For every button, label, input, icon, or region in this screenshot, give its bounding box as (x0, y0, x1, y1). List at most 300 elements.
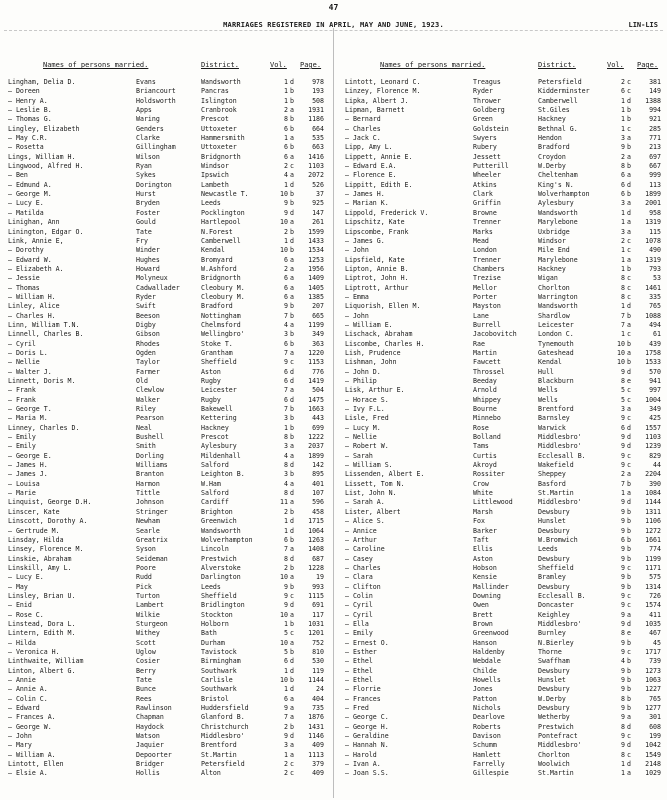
entry-name: — Frank (8, 386, 36, 395)
entry-page: 1277 (645, 704, 661, 713)
entry-volume-letter: d (290, 395, 294, 404)
entry-spouse-surname: Ryder (473, 87, 493, 96)
entry-page: 404 (312, 694, 324, 703)
entry-spouse-surname: Gillespie (473, 769, 509, 778)
entry-volume: 10 (280, 246, 288, 255)
entry-district: Dewsbury (538, 582, 570, 591)
entry-volume-letter: c (290, 162, 294, 171)
entry-volume-letter: a (290, 694, 294, 703)
register-entry (8, 284, 328, 293)
register-entry (8, 573, 328, 582)
entry-page: 765 (649, 694, 661, 703)
register-entry (8, 218, 328, 227)
entry-page: 1314 (645, 582, 661, 591)
entry-spouse-surname: Jessett (473, 152, 501, 161)
entry-name: — Walter J. (8, 367, 52, 376)
entry-page: 1419 (308, 377, 324, 385)
entry-volume-letter: c (627, 563, 631, 572)
entry-volume: 9 (621, 498, 625, 507)
entry-volume: 2 (284, 227, 288, 236)
entry-volume: 6 (284, 377, 288, 385)
entry-spouse-surname: Owen (473, 601, 489, 610)
entry-volume-letter: c (627, 647, 631, 656)
entry-page: 335 (649, 292, 661, 301)
entry-name: Linsley, Brian U. (8, 591, 76, 600)
entry-volume-letter: a (290, 171, 294, 180)
entry-spouse-surname: Dorling (136, 451, 164, 460)
entry-volume: 6 (284, 367, 288, 376)
entry-volume-letter: a (627, 152, 631, 161)
register-entry (345, 134, 665, 143)
entry-district: Leeds (201, 582, 221, 591)
entry-spouse-surname: Fawcett (473, 358, 501, 367)
entry-spouse-surname: Rawlinson (136, 704, 172, 713)
entry-volume: 9 (284, 704, 288, 713)
entry-district: Cheltenham (538, 171, 578, 180)
entry-name: Lingley, Elizabeth (8, 124, 80, 133)
entry-spouse-surname: Gibson (136, 330, 160, 339)
entry-volume: 6 (284, 124, 288, 133)
entry-volume: 4 (284, 479, 288, 488)
entry-spouse-surname: Littlewood (473, 498, 513, 507)
entry-district: Wells (538, 395, 558, 404)
entry-name: — Elsie A. (8, 769, 48, 778)
entry-name: Linnell, Charles B. (8, 330, 84, 339)
register-entry (345, 685, 665, 694)
entry-volume: 9 (284, 199, 288, 208)
entry-spouse-surname: Rose (473, 423, 489, 432)
register-entry (8, 536, 328, 545)
entry-page: 608 (649, 722, 661, 731)
entry-page: 1319 (645, 255, 661, 264)
entry-district: Kidderminster (538, 87, 590, 96)
header-district: District. (201, 61, 239, 69)
entry-name: Lippett, Annie E. (345, 152, 413, 161)
entry-volume: 1 (621, 96, 625, 105)
register-entry (8, 87, 328, 96)
entry-district: Woolwich (538, 760, 570, 769)
entry-volume: 10 (280, 610, 288, 619)
entry-volume-letter: d (290, 489, 294, 498)
entry-volume: 8 (621, 292, 625, 301)
entry-spouse-surname: Hamlett (473, 750, 501, 759)
register-entry (8, 489, 328, 498)
entry-name: Lipschitz, Kate (345, 218, 405, 227)
entry-volume-letter: b (627, 479, 631, 488)
header-page: Page. (300, 61, 322, 69)
entry-name: — Annie (8, 676, 36, 684)
entry-page: 735 (312, 704, 324, 713)
entry-volume-letter: d (290, 236, 294, 245)
entry-page: 1113 (308, 750, 324, 759)
entry-page: 2001 (645, 199, 661, 208)
entry-district: Middlesbro' (538, 741, 582, 750)
entry-volume-letter: a (290, 750, 294, 759)
register-entry (345, 751, 665, 760)
entry-district: Cleobury M. (201, 292, 245, 301)
entry-volume-letter: a (290, 320, 294, 329)
entry-page: 1311 (645, 507, 661, 516)
entry-district: Camberwell (538, 96, 578, 105)
register-entry (8, 760, 328, 769)
register-entry (8, 97, 328, 106)
entry-page: 921 (649, 115, 661, 124)
entry-name: — Emma (345, 292, 369, 301)
entry-volume: 9 (284, 601, 288, 610)
register-entry (345, 573, 665, 582)
entry-volume-letter: a (290, 134, 294, 143)
entry-volume-letter: b (627, 106, 631, 115)
entry-name: — Annie A. (8, 685, 48, 694)
entry-spouse-surname: Old (136, 377, 148, 385)
entry-volume-letter: b (627, 507, 631, 516)
entry-volume-letter: d (290, 685, 294, 694)
entry-volume-letter: c (290, 358, 294, 367)
entry-page: 45 (653, 638, 661, 647)
entry-page: 925 (312, 199, 324, 208)
entry-volume: 8 (284, 115, 288, 124)
entry-volume-letter: a (627, 199, 631, 208)
register-entry (8, 470, 328, 479)
entry-volume-letter: c (627, 283, 631, 292)
entry-volume-letter: a (290, 274, 294, 283)
register-entry (8, 713, 328, 722)
entry-volume: 10 (617, 339, 625, 348)
entry-volume-letter: c (627, 78, 631, 86)
entry-spouse-surname: Hobson (473, 563, 497, 572)
register-entry (345, 629, 665, 638)
entry-name: — George T. (8, 405, 52, 414)
register-entry (8, 704, 328, 713)
entry-page: 667 (649, 162, 661, 171)
entry-page: 490 (649, 246, 661, 255)
entry-district: Tavistock (201, 647, 237, 656)
entry-volume: 1 (621, 246, 625, 255)
register-entry (8, 312, 328, 321)
entry-page: 994 (649, 106, 661, 115)
entry-volume: 9 (621, 367, 625, 376)
entry-page: 285 (649, 124, 661, 133)
entry-spouse-surname: Harmon (136, 479, 160, 488)
entry-volume-letter: d (290, 78, 294, 86)
entry-spouse-surname: Patton (473, 694, 497, 703)
entry-name: Lingham, Delia D. (8, 78, 76, 86)
page-title: MARRIAGES REGISTERED IN APRIL, MAY AND JUNE, 1923. (223, 21, 444, 29)
entry-page: 1956 (308, 264, 324, 273)
entry-volume: 9 (621, 563, 625, 572)
entry-volume-letter: a (627, 255, 631, 264)
entry-page: 147 (312, 208, 324, 217)
entry-spouse-surname: Rhodes (136, 339, 160, 348)
entry-name: Linnett, Doris M. (8, 377, 76, 385)
register-entry (345, 237, 665, 246)
register-entry (8, 611, 328, 620)
entry-volume-letter: b (627, 311, 631, 320)
entry-page: 958 (649, 208, 661, 217)
entry-district: Ecclesall B. (538, 591, 586, 600)
entry-volume-letter: a (290, 573, 294, 582)
entry-name: Linthwaite, William (8, 657, 84, 666)
entry-name: — James H. (345, 190, 385, 199)
entry-district: Petersfield (538, 78, 582, 86)
register-entry (8, 564, 328, 573)
entry-volume-letter: b (290, 676, 294, 684)
entry-name: — Veronica H. (8, 647, 60, 656)
entry-volume: 2 (284, 507, 288, 516)
entry-name: Linsey, Florence M. (8, 545, 84, 554)
entry-volume: 1 (621, 302, 625, 311)
entry-page: 44 (653, 461, 661, 470)
register-entry (345, 470, 665, 479)
entry-volume-letter: a (627, 610, 631, 619)
entry-district: Lambeth (201, 180, 229, 189)
entry-volume: 8 (621, 283, 625, 292)
entry-volume: 1 (621, 760, 625, 769)
register-entry (345, 256, 665, 265)
entry-spouse-surname: Withey (136, 629, 160, 638)
register-entry (8, 442, 328, 451)
entry-page: 1144 (645, 498, 661, 507)
entry-spouse-surname: Mayston (473, 302, 501, 311)
entry-name: Linsday, Hilda (8, 535, 64, 544)
entry-district: Bridlington (201, 601, 245, 610)
entry-name: — George E. (8, 451, 52, 460)
entry-volume-letter: b (627, 526, 631, 535)
entry-spouse-surname: Smith (136, 442, 156, 451)
register-entry (345, 302, 665, 311)
entry-spouse-surname: Whippey (473, 395, 501, 404)
entry-volume: 9 (621, 601, 625, 610)
entry-name: — Ernest O. (345, 638, 389, 647)
register-entry (345, 489, 665, 498)
entry-page: 771 (649, 134, 661, 143)
entry-volume: 5 (621, 386, 625, 395)
register-entry (345, 97, 665, 106)
entry-page: 1042 (645, 741, 661, 750)
register-entry (345, 442, 665, 451)
entry-spouse-surname: Stringer (136, 507, 168, 516)
entry-page: 1253 (308, 255, 324, 264)
register-entry (345, 667, 665, 676)
entry-district: Wells (538, 386, 558, 395)
entry-page: 1899 (645, 190, 661, 199)
entry-district: Doncaster (538, 601, 574, 610)
entry-page: 207 (312, 302, 324, 311)
entry-page: 261 (312, 218, 324, 227)
entry-volume-letter: a (627, 218, 631, 227)
register-entry (345, 265, 665, 274)
entry-page: 1899 (308, 451, 324, 460)
entry-spouse-surname: Tittle (136, 489, 160, 498)
entry-name: — Thomas (8, 283, 40, 292)
entry-name: — George C. (345, 713, 389, 722)
entry-name: — Frances A. (8, 713, 56, 722)
entry-page: 149 (649, 87, 661, 96)
entry-spouse-surname: Swift (136, 302, 156, 311)
entry-volume-letter: b (627, 162, 631, 171)
entry-name: — Doris L. (8, 348, 48, 357)
entry-spouse-surname: Bourne (473, 405, 497, 414)
register-entry (8, 162, 328, 171)
register-entry (8, 377, 328, 386)
entry-volume: 3 (621, 405, 625, 414)
entry-name: Liscombe, Charles H. (345, 339, 425, 348)
entry-name: Lingwood, Alfred H. (8, 162, 84, 171)
entry-volume: 1 (621, 769, 625, 778)
entry-district: King's N. (538, 180, 574, 189)
register-entry (8, 592, 328, 601)
entry-volume-letter: c (627, 386, 631, 395)
entry-volume-letter: a (290, 610, 294, 619)
entry-spouse-surname: Kensie (473, 573, 497, 582)
entry-volume: 1 (284, 666, 288, 675)
entry-name: Lintott, Leonard C. (345, 78, 421, 86)
entry-spouse-surname: Lane (473, 311, 489, 320)
entry-name: — Esther (345, 647, 377, 656)
entry-volume: 7 (621, 479, 625, 488)
register-entry (345, 620, 665, 629)
entry-district: Nottingham (201, 311, 241, 320)
entry-volume-letter: b (290, 535, 294, 544)
entry-spouse-surname: Fox (473, 517, 485, 526)
register-entry (345, 517, 665, 526)
register-entry (8, 741, 328, 750)
entry-volume: 8 (621, 162, 625, 171)
entry-spouse-surname: Brett (473, 610, 493, 619)
entry-name: — Geraldine (345, 732, 389, 741)
entry-district: Hartlepool (201, 218, 241, 227)
entry-page: 978 (312, 78, 324, 86)
register-entry (8, 125, 328, 134)
entry-district: Aylesbury (201, 442, 237, 451)
entry-district: Hendon (538, 134, 562, 143)
entry-page: 1717 (645, 647, 661, 656)
entry-page: 115 (649, 227, 661, 236)
entry-district: Alton (201, 769, 221, 778)
entry-volume: 1 (284, 134, 288, 143)
entry-page: 1199 (645, 554, 661, 563)
entry-spouse-surname: Green (473, 115, 493, 124)
entry-volume: 1 (284, 236, 288, 245)
entry-spouse-surname: Throssel (473, 367, 505, 376)
entry-name: — William E. (345, 320, 393, 329)
entry-page: 1534 (308, 246, 324, 255)
entry-page: 1144 (308, 676, 324, 684)
entry-name: — Charles H. (8, 311, 56, 320)
entry-spouse-surname: Aston (473, 554, 493, 563)
entry-district: Southwark (201, 685, 237, 694)
entry-volume-letter: d (290, 554, 294, 563)
entry-volume: 3 (621, 199, 625, 208)
entry-page: 107 (312, 489, 324, 498)
entry-volume: 2 (284, 769, 288, 778)
entry-volume-letter: b (627, 638, 631, 647)
entry-spouse-surname: Atkins (473, 180, 497, 189)
entry-name: Lipka, Albert J. (345, 96, 409, 105)
entry-volume: 1 (284, 96, 288, 105)
entry-name: — Lucy E. (8, 573, 44, 582)
entry-volume: 3 (284, 470, 288, 479)
register-entry (8, 228, 328, 237)
entry-volume: 2 (621, 78, 625, 86)
entry-district: Dewsbury (538, 685, 570, 694)
entry-page: 1409 (308, 274, 324, 283)
entry-name: — Henry A. (8, 96, 48, 105)
register-entry (345, 732, 665, 741)
entry-name: Linney, Charles D. (8, 423, 80, 432)
entry-volume-letter: b (290, 246, 294, 255)
entry-volume-letter: b (290, 96, 294, 105)
entry-page: 1029 (645, 769, 661, 778)
entry-volume-letter: a (290, 348, 294, 357)
entry-name: Lippold, Frederick V. (345, 208, 429, 217)
entry-volume: 8 (284, 433, 288, 442)
entry-volume-letter: a (290, 255, 294, 264)
entry-spouse-surname: Taylor (136, 358, 160, 367)
entry-spouse-surname: Gillingham (136, 143, 176, 152)
header-page: Page. (637, 61, 659, 69)
entry-spouse-surname: Marsh (473, 507, 493, 516)
entry-name: — Clifton (345, 582, 381, 591)
entry-volume-letter: b (627, 685, 631, 694)
entry-name: — Edward E.A. (345, 162, 397, 171)
entry-spouse-surname: Farrelly (473, 760, 505, 769)
entry-volume-letter: a (290, 479, 294, 488)
entry-volume: 1 (621, 106, 625, 115)
entry-page: 1461 (645, 283, 661, 292)
entry-volume-letter: a (627, 348, 631, 357)
entry-spouse-surname: Seideman (136, 554, 168, 563)
entry-volume-letter: b (627, 143, 631, 152)
entry-volume-letter: a (627, 713, 631, 722)
register-entry (8, 648, 328, 657)
entry-page: 2204 (645, 470, 661, 479)
entry-volume-letter: c (627, 601, 631, 610)
entry-name: — Emily (8, 442, 36, 451)
entry-name: — Ivan A. (345, 760, 381, 769)
entry-volume-letter: b (627, 704, 631, 713)
register-entry (8, 601, 328, 610)
entry-spouse-surname: Apps (136, 106, 152, 115)
entry-district: Wolverhampton (538, 190, 590, 199)
entry-district: Wakefield (538, 461, 574, 470)
entry-name: — Cyril (345, 610, 373, 619)
register-entry (345, 218, 665, 227)
entry-volume-letter: a (627, 227, 631, 236)
entry-volume: 7 (284, 405, 288, 414)
header-vol: Vol. (607, 61, 624, 69)
register-entry (8, 452, 328, 461)
entry-spouse-surname: Arnold (473, 386, 497, 395)
entry-name: — James J. (8, 470, 48, 479)
entry-district: Hackney (201, 423, 229, 432)
entry-page: 993 (312, 582, 324, 591)
entry-volume: 7 (284, 545, 288, 554)
entry-volume: 1 (621, 218, 625, 227)
entry-district: Dewsbury (538, 526, 570, 535)
entry-name: — Elizabeth A. (8, 264, 64, 273)
entry-district: Darlington (201, 573, 241, 582)
entry-volume-letter: b (627, 554, 631, 563)
entry-name: — Emily (8, 433, 36, 442)
entry-volume: 10 (617, 348, 625, 357)
entry-volume-letter: b (290, 619, 294, 628)
register-entry (345, 760, 665, 769)
entry-volume: 7 (284, 311, 288, 320)
entry-volume: 6 (621, 535, 625, 544)
entry-volume-letter: b (290, 414, 294, 423)
entry-volume: 10 (280, 676, 288, 684)
